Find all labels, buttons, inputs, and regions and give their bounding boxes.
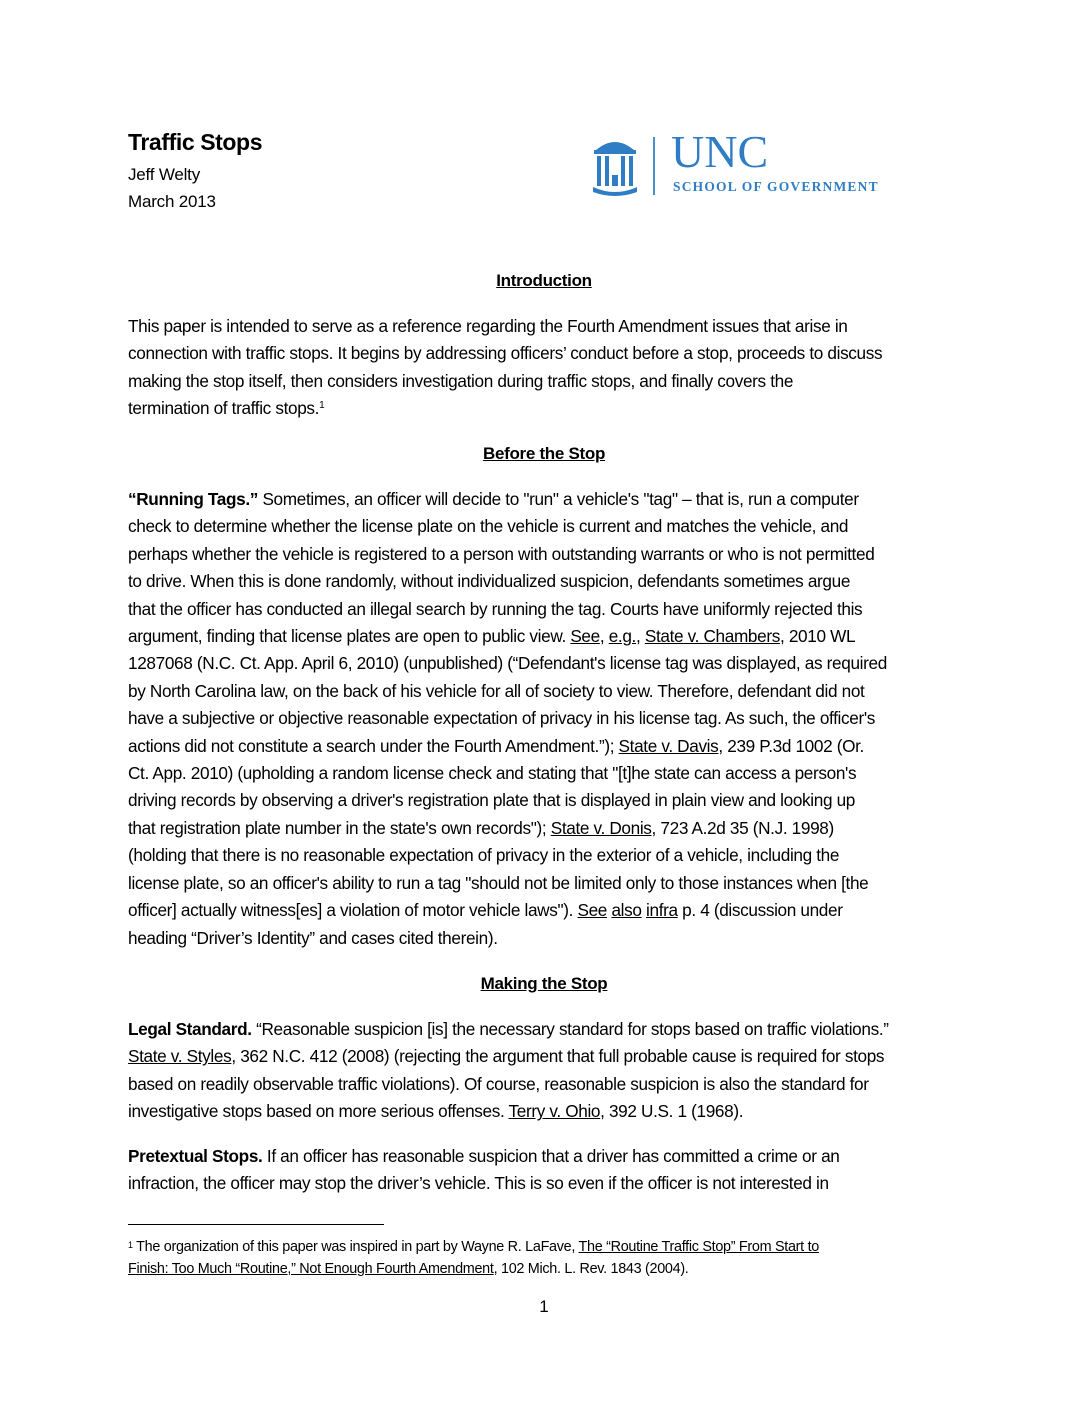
- legal-standard-lead: Legal Standard.: [128, 1019, 252, 1039]
- date: March 2013: [128, 192, 216, 211]
- footnote-ref[interactable]: 1: [319, 400, 325, 412]
- heading-introduction: Introduction: [496, 271, 592, 290]
- case-terry: Terry v. Ohio: [508, 1101, 601, 1122]
- running-tags-paragraph: “Running Tags.” Sometimes, an officer will decide to "run" a vehicle's "tag" – that is, run a computer check to determine whether the license plate on the vehicle is current and matches the vehicle, and perhaps whether the vehicle is registered to a person with outstanding warrants or who is not permitted to drive. When this is done randomly, without individualized suspicion, defendants sometimes argue that the officer has conducted an illegal search by running the tag. Courts have uniformly rejected this argument, finding that license plates are open to public view. See, e.g., State v. Chambers, 2010 WL 1287068 (N.C. Ct. App. April 6, 2010) (unpublished) (“Defendant's license tag was displayed, as required by North Carolina law, on the back of his vehicle for all of society to view. Therefore, defendant did not have a subjective or objective reasonable expectation of privacy in his license tag. As such, the officer's actions did not constitute a search under the Fourth Amendment.”); State v. Davis, 239 P.3d 1002 (Or. Ct. App. 2010) (upholding a random license check and stating that "[t]he state can access a person's driving records by observing a driver's registration plate that is displayed in plain view and looking up that registration plate number in the state's own records"); State v. Donis, 723 A.2d 35 (N.J. 1998) (holding that there is no reasonable expectation of privacy in the exterior of a vehicle, including the license plate, so an officer's ability to run a tag "should not be limited only to those instances when [the officer] actually witness[es] a violation of motor vehicle laws"). See also infra p. 4 (discussion under heading “Driver’s Identity” and cases cited therein).: [128, 489, 887, 948]
- case-styles: State v. Styles: [128, 1046, 232, 1067]
- heading-before-the-stop: Before the Stop: [482, 444, 606, 463]
- old-well-icon: [591, 137, 639, 197]
- signal-see: See: [570, 626, 600, 647]
- running-tags-lead: “Running Tags.”: [128, 489, 259, 509]
- signal-see-also: See: [577, 900, 608, 921]
- document-title: Traffic Stops: [128, 129, 263, 155]
- cited-article-title: The “Routine Traffic Stop” From Start to: [578, 1239, 819, 1255]
- logo-unc-text: UNC: [671, 126, 769, 177]
- case-davis: State v. Davis: [618, 735, 719, 756]
- case-donis: State v. Donis: [550, 817, 652, 838]
- legal-standard-paragraph: Legal Standard. “Reasonable suspicion [is] the necessary standard for stops based on traffic violations.” State v. Styles, 362 N.C. 412 (2008) (rejecting the argument that full probable cause is required for stops based on readily observable traffic violations). Of course, reasonable suspicion is also the standard for investigative stops based on more serious offenses. Terry v. Ohio, 392 U.S. 1 (1968).: [128, 1019, 889, 1122]
- signal-infra: infra: [646, 900, 678, 921]
- author: Jeff Welty: [128, 165, 201, 184]
- intro-paragraph: This paper is intended to serve as a reference regarding the Fourth Amendment issues that arise in connection with traffic stops. It begins by addressing officers’ conduct before a stop, proceeds to discuss making the stop itself, then considers investigation during traffic stops, and finally covers the termination of traffic stops.$^1$: [128, 316, 883, 419]
- heading-making-the-stop: Making the Stop: [480, 974, 608, 993]
- pretextual-stops-lead: Pretextual Stops.: [128, 1146, 263, 1166]
- footnote: $^1$ The organization of this paper was inspired in part by Wayne R. LaFave, The “Routine Traffic Stop” From Start to Finish: Too Much “Routine,” Not Enough Fourth Amendment, 102 Mich. L. Rev. 1843 (2004).: [128, 1239, 819, 1277]
- logo-school-text: SCHOOL OF GOVERNMENT: [673, 179, 879, 194]
- logo-divider: [653, 137, 655, 195]
- signal-eg: e.g.: [608, 626, 636, 647]
- pretextual-stops-paragraph: Pretextual Stops. If an officer has reasonable suspicion that a driver has committed a crime or an infraction, the officer may stop the driver’s vehicle. This is so even if the officer is not interested in: [128, 1146, 840, 1194]
- page-number: 1: [539, 1297, 549, 1316]
- footnote-separator: [128, 1224, 384, 1225]
- case-chambers: State v. Chambers: [644, 626, 780, 647]
- unc-sog-logo: [591, 126, 911, 199]
